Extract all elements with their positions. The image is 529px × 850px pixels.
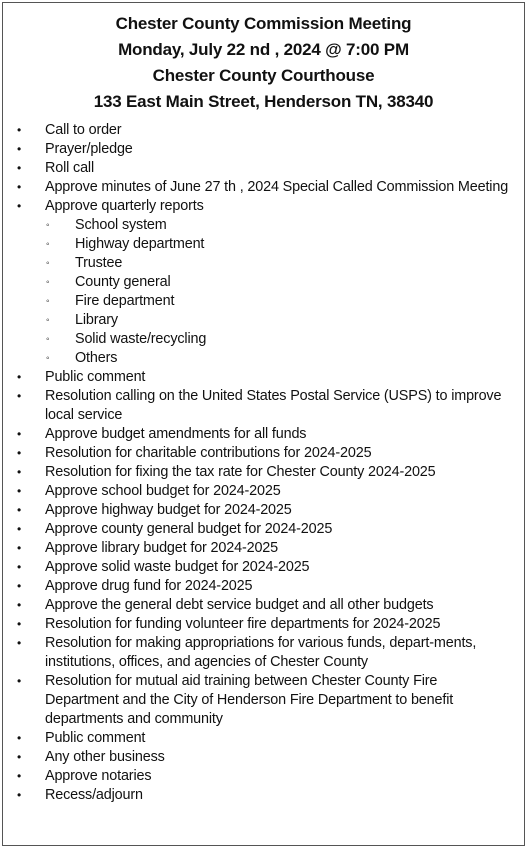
agenda-item — [3, 634, 524, 672]
agenda-item-text: Library — [75, 312, 118, 328]
sub-bullet-icon: ◦ — [46, 258, 50, 269]
agenda-list — [3, 121, 524, 805]
agenda-item — [3, 672, 524, 729]
bullet-icon: • — [17, 427, 22, 441]
agenda-item-text: Others — [75, 350, 118, 366]
agenda-item — [3, 368, 524, 387]
agenda-item-text: Approve county general budget for 2024-2025 — [45, 521, 333, 537]
bullet-icon: • — [17, 617, 22, 631]
bullet-icon: • — [17, 199, 22, 213]
agenda-item-text: Approve highway budget for 2024-2025 — [45, 502, 292, 518]
notice-frame — [2, 2, 525, 846]
agenda-item-text: Resolution for fixing the tax rate for Chester County 2024-2025 — [45, 464, 436, 480]
agenda-item-text: County general — [75, 274, 171, 290]
bullet-icon: • — [17, 560, 22, 574]
agenda-item-text: Recess/adjourn — [45, 787, 143, 803]
agenda-item-text: Approve the general debt service budget and all other budgets — [45, 597, 434, 613]
agenda-item-text: Approve library budget for 2024-2025 — [45, 540, 279, 556]
agenda-item-text: Resolution calling on the United States Postal Service (USPS) to improve local service — [45, 388, 502, 423]
bullet-icon: • — [17, 389, 22, 403]
bullet-icon: • — [17, 142, 22, 156]
bullet-icon: • — [17, 674, 22, 688]
meeting-address: 133 East Main Street, Henderson TN, 38340 — [93, 92, 434, 111]
agenda-item-text: Approve drug fund for 2024-2025 — [45, 578, 253, 594]
bullet-icon: • — [17, 465, 22, 479]
sub-bullet-icon: ◦ — [46, 353, 50, 364]
agenda-sub-item — [3, 349, 524, 368]
agenda-sub-item — [3, 311, 524, 330]
agenda-item-text: Approve budget amendments for all funds — [45, 426, 307, 442]
agenda-item — [3, 786, 524, 805]
agenda-item — [3, 197, 524, 216]
agenda-item — [3, 539, 524, 558]
agenda-item-text: Call to order — [45, 122, 122, 138]
agenda-item-text: Resolution for mutual aid training between Chester County Fire Department and the City of Henderson Fire Department to benefit departments and community — [45, 673, 454, 727]
bullet-icon: • — [17, 579, 22, 593]
bullet-icon: • — [17, 598, 22, 612]
sub-bullet-icon: ◦ — [46, 239, 50, 250]
bullet-icon: • — [17, 522, 22, 536]
agenda-sub-item — [3, 254, 524, 273]
agenda-item — [3, 729, 524, 748]
sub-bullet-icon: ◦ — [46, 277, 50, 288]
bullet-icon: • — [17, 446, 22, 460]
agenda-item-text: Approve school budget for 2024-2025 — [45, 483, 281, 499]
agenda-sub-item — [3, 292, 524, 311]
bullet-icon: • — [17, 180, 22, 194]
agenda-item-text: Public comment — [45, 730, 146, 746]
agenda-item-text: School system — [75, 217, 167, 233]
agenda-item-text: Roll call — [45, 160, 95, 176]
bullet-icon: • — [17, 123, 22, 137]
agenda-item-text: Fire department — [75, 293, 175, 309]
agenda-item — [3, 444, 524, 463]
bullet-icon: • — [17, 541, 22, 555]
agenda-item — [3, 425, 524, 444]
agenda-item — [3, 463, 524, 482]
agenda-item-text: Approve solid waste budget for 2024-2025 — [45, 559, 310, 575]
agenda-item-text: Trustee — [75, 255, 123, 271]
bullet-icon: • — [17, 370, 22, 384]
agenda-item — [3, 387, 524, 425]
agenda-sub-item — [3, 273, 524, 292]
bullet-icon: • — [17, 769, 22, 783]
agenda-item-text: Resolution for funding volunteer fire departments for 2024-2025 — [45, 616, 441, 632]
agenda-item-text: Approve quarterly reports — [45, 198, 204, 214]
bullet-icon: • — [17, 788, 22, 802]
bullet-icon: • — [17, 731, 22, 745]
agenda-item — [3, 178, 524, 197]
agenda-item-text: Solid waste/recycling — [75, 331, 207, 347]
sub-bullet-icon: ◦ — [46, 334, 50, 345]
agenda-item — [3, 767, 524, 786]
meeting-title: Chester County Commission Meeting — [115, 14, 412, 33]
bullet-icon: • — [17, 161, 22, 175]
agenda-item — [3, 140, 524, 159]
agenda-item-text: Resolution for charitable contributions for 2024-2025 — [45, 445, 372, 461]
agenda-item — [3, 482, 524, 501]
agenda-item-text: Prayer/pledge — [45, 141, 133, 157]
sub-bullet-icon: ◦ — [46, 296, 50, 307]
sub-bullet-icon: ◦ — [46, 220, 50, 231]
agenda-item — [3, 577, 524, 596]
agenda-item — [3, 748, 524, 767]
bullet-icon: • — [17, 484, 22, 498]
meeting-venue: Chester County Courthouse — [152, 66, 375, 85]
agenda-item — [3, 596, 524, 615]
bullet-icon: • — [17, 750, 22, 764]
sub-bullet-icon: ◦ — [46, 315, 50, 326]
agenda-item — [3, 615, 524, 634]
agenda-sub-item — [3, 330, 524, 349]
agenda-item — [3, 501, 524, 520]
bullet-icon: • — [17, 503, 22, 517]
agenda-sub-item — [3, 216, 524, 235]
agenda-item-text: Highway department — [75, 236, 205, 252]
agenda-item — [3, 520, 524, 539]
agenda-item — [3, 121, 524, 140]
agenda-item-text: Public comment — [45, 369, 146, 385]
agenda-item — [3, 159, 524, 178]
meeting-date: Monday, July 22 nd , 2024 @ 7:00 PM — [118, 40, 409, 59]
agenda-item-text: Any other business — [45, 749, 165, 765]
agenda-sub-item — [3, 235, 524, 254]
notice-header — [3, 3, 524, 115]
agenda-item — [3, 558, 524, 577]
agenda-item-text: Approve minutes of June 27 th , 2024 Special Called Commission Meeting — [45, 179, 509, 195]
agenda-item-text: Resolution for making appropriations for various funds, depart-ments, institutions, offices, and agencies of Chester County — [45, 635, 477, 670]
agenda-item-text: Approve notaries — [45, 768, 152, 784]
bullet-icon: • — [17, 636, 22, 650]
